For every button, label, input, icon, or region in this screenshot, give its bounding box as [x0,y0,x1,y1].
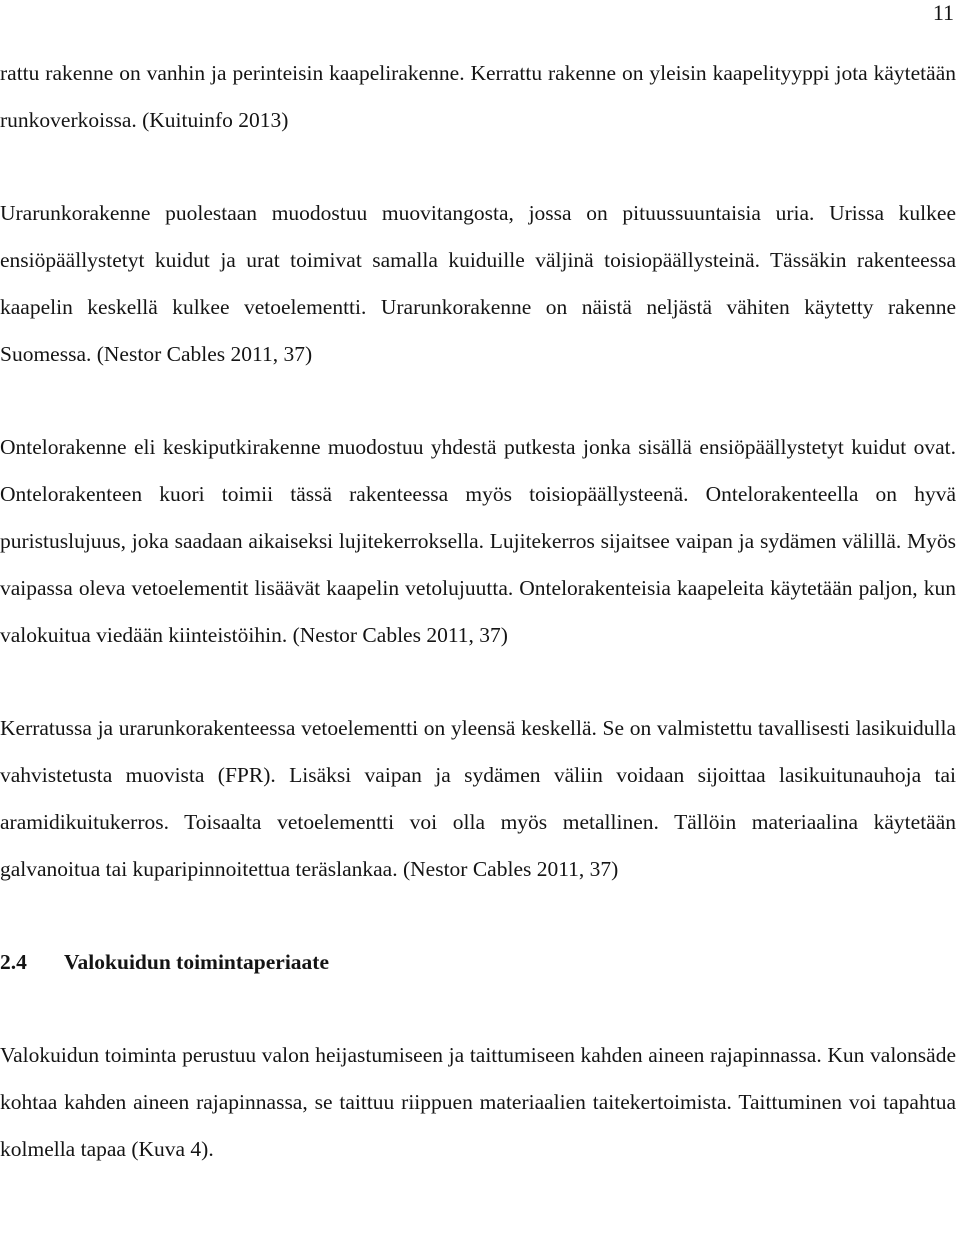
section-heading [0,939,956,986]
section-number: 2.4 [0,950,27,974]
paragraph-operating-principle: Valokuidun toiminta perustuu valon heijastumiseen ja taittumiseen kahden aineen rajapinnassa. Kun valonsäde kohtaa kahden aineen rajapinnassa, se taittuu riippuen materiaalien taitekertoimista. Taittuminen voi tapahtua kolmella tapaa (Kuva 4). [0,1043,956,1161]
paragraph-cable-structures: rattu rakenne on vanhin ja perinteisin kaapelirakenne. Kerrattu rakenne on yleisin kaapelityyppi jota käytetään runkoverkoissa. (Kuituinfo 2013) [0,61,956,132]
page-number: 11 [932,0,954,25]
paragraph-strength-member: Kerratussa ja urarunkorakenteessa vetoelementti on yleensä keskellä. Se on valmistettu tavallisesti lasikuidulla vahvistetusta muovista (FPR). Lisäksi vaipan ja sydämen väliin voidaan sijoittaa lasikuitunauhoja tai aramidikuitukerros. Toisaalta vetoelementti voi olla myös metallinen. Tällöin materiaalina käytetään galvanoitua tai kuparipinnoitettua teräslankaa. (Nestor Cables 2011, 37) [0,716,956,881]
section-title: Valokuidun toimintaperiaate [64,950,330,974]
paragraph-slotted-core: Urarunkorakenne puolestaan muodostuu muovitangosta, jossa on pituussuuntaisia uria. Urissa kulkee ensiöpäällystetyt kuidut ja urat toimivat samalla kuiduille väljinä toisiopäällysteinä. Tässäkin rakenteessa kaapelin keskellä kulkee vetoelementti. Urarunkorakenne on näistä neljästä vähiten käytetty rakenne Suomessa. (Nestor Cables 2011, 37) [0,201,956,366]
document-body [0,50,956,1173]
paragraph-loose-tube: Ontelorakenne eli keskiputkirakenne muodostuu yhdestä putkesta jonka sisällä ensiöpäällystetyt kuidut ovat. Ontelorakenteen kuori toimii tässä rakenteessa myös toisiopäällysteenä. Ontelorakenteella on hyvä puristuslujuus, joka saadaan aikaiseksi lujitekerroksella. Lujitekerros sijaitsee vaipan ja sydämen välillä. Myös vaipassa oleva vetoelementit lisäävät kaapelin vetolujuutta. Ontelorakenteisia kaapeleita käytetään paljon, kun valokuitua viedään kiinteistöihin. (Nestor Cables 2011, 37) [0,435,956,647]
